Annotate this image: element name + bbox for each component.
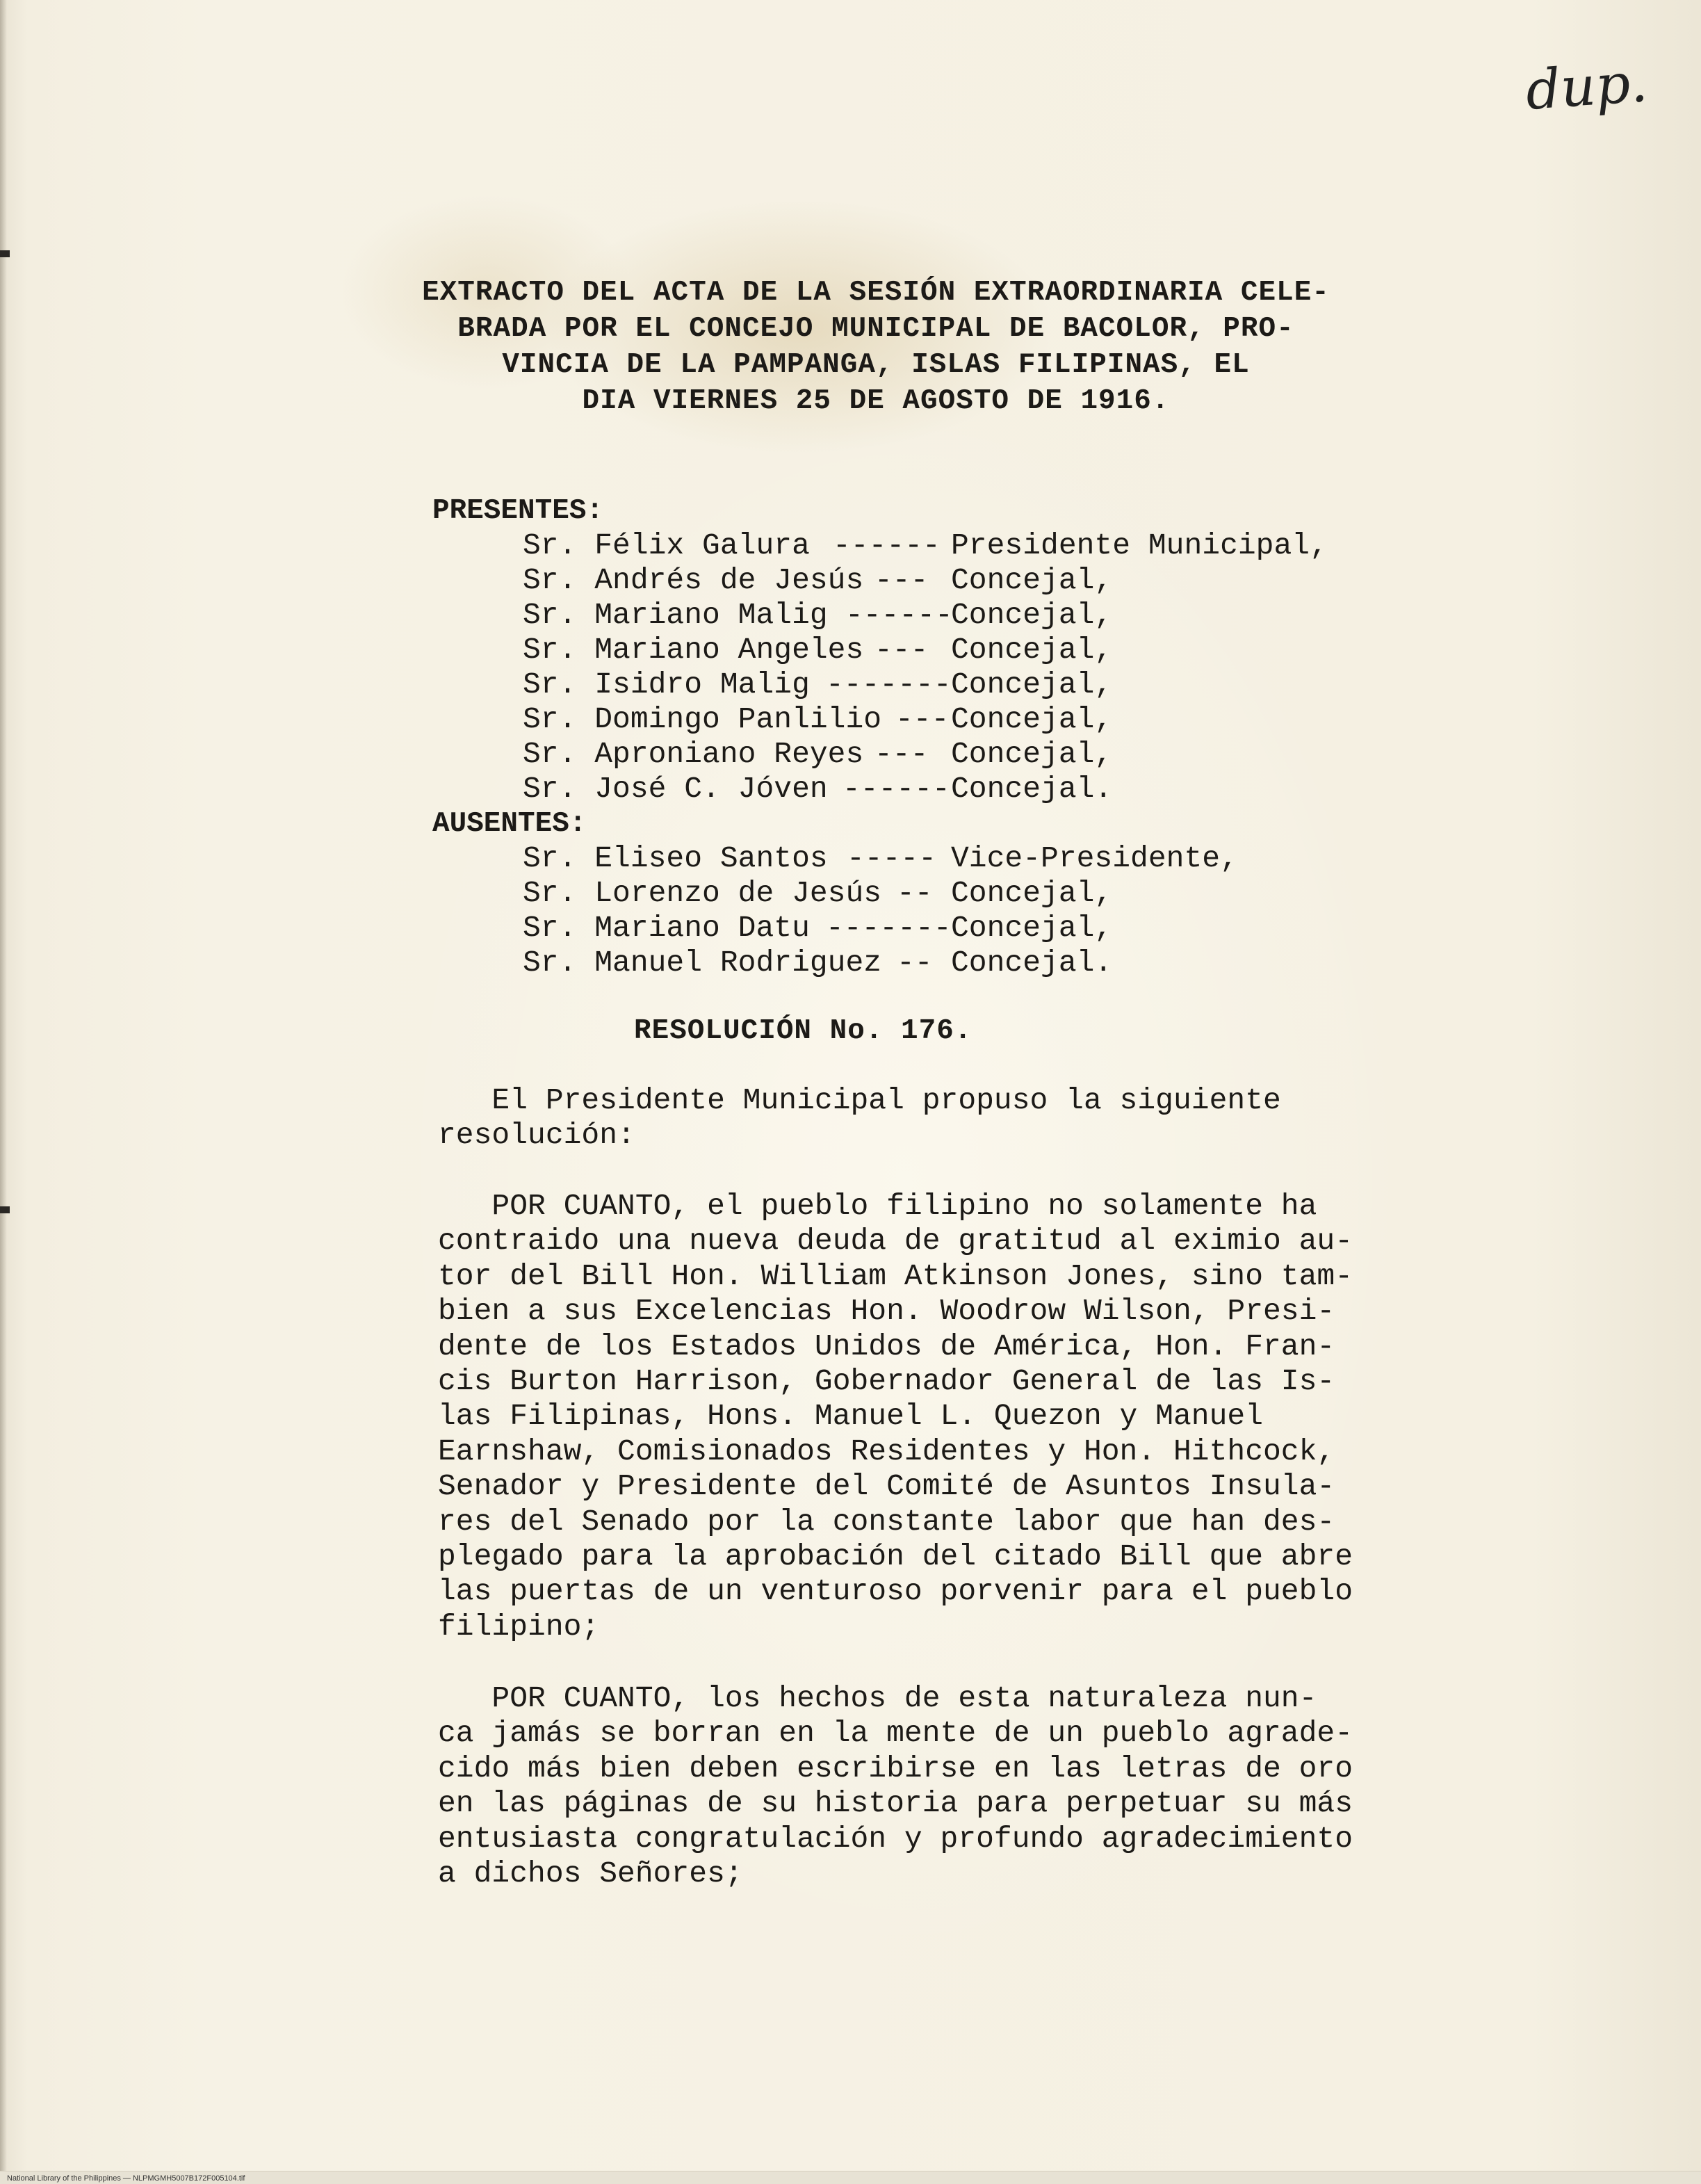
attendee-role: Concejal, xyxy=(951,737,1113,771)
scan-source-caption: National Library of the Philippines — NLPMGMH5007B172F005104.tif xyxy=(7,2174,245,2183)
leader-dashes: --- xyxy=(874,737,929,771)
attendee-name: Sr. Eliseo Santos xyxy=(523,841,828,875)
attendee-role: Presidente Municipal, xyxy=(951,528,1328,563)
document-title xyxy=(389,275,1362,419)
intro-paragraph xyxy=(438,1083,1281,1154)
text-line: plegado para la aprobación del citado Bill que abre xyxy=(438,1539,1353,1574)
title-line: VINCIA DE LA PAMPANGA, ISLAS FILIPINAS, EL xyxy=(502,349,1250,381)
text-line: Senador y Presidente del Comité de Asuntos Insula- xyxy=(438,1469,1335,1504)
presentes-heading: PRESENTES: xyxy=(432,495,604,527)
attendee-name: Sr. Aproniano Reyes xyxy=(523,737,864,771)
attendee-role: Concejal. xyxy=(951,772,1113,806)
text-line: resolución: xyxy=(438,1118,635,1153)
binding-mark xyxy=(0,250,10,257)
text-line: las Filipinas, Hons. Manuel L. Quezon y Manuel xyxy=(438,1399,1263,1434)
title-line: BRADA POR EL CONCEJO MUNICIPAL DE BACOLOR, PRO- xyxy=(457,313,1294,345)
text-line: entusiasta congratulación y profundo agradecimiento xyxy=(438,1821,1353,1856)
leader-dashes: ------ xyxy=(833,528,941,563)
attendee-role: Concejal, xyxy=(951,633,1113,667)
text-line: res del Senado por la constante labor que han des- xyxy=(438,1504,1335,1539)
title-line: DIA VIERNES 25 DE AGOSTO DE 1916. xyxy=(582,385,1170,417)
binding-mark xyxy=(0,1206,10,1213)
scan-footer xyxy=(0,2171,1701,2184)
attendee-role: Concejal. xyxy=(951,946,1113,980)
attendee-name: Sr. Mariano Angeles xyxy=(523,633,864,667)
leader-dashes: -- xyxy=(897,876,933,910)
attendee-name: Sr. Mariano Datu xyxy=(523,911,810,945)
attendee-name: Sr. José C. Jóven xyxy=(523,772,828,806)
ausentes-heading: AUSENTES: xyxy=(432,808,587,840)
leader-dashes: ------ xyxy=(843,772,950,806)
title-line: EXTRACTO DEL ACTA DE LA SESIÓN EXTRAORDINARIA CELE- xyxy=(422,277,1330,309)
attendee-name: Sr. Isidro Malig xyxy=(523,668,810,702)
attendee-name: Sr. Mariano Malig xyxy=(523,598,828,632)
text-line: POR CUANTO, el pueblo filipino no solamente ha xyxy=(438,1189,1317,1223)
attendee-role: Concejal, xyxy=(951,876,1113,910)
leader-dashes: --- xyxy=(895,702,950,736)
attendee-name: Sr. Lorenzo de Jesús xyxy=(523,876,882,910)
attendee-name: Sr. Domingo Panlilio xyxy=(523,702,882,736)
text-line: cido más bien deben escribirse en las letras de oro xyxy=(438,1751,1353,1786)
attendee-role: Concejal, xyxy=(951,668,1113,702)
attendee-role: Concejal, xyxy=(951,911,1113,945)
leader-dashes: -- xyxy=(897,946,933,980)
text-line: dente de los Estados Unidos de América, Hon. Fran- xyxy=(438,1329,1335,1364)
leader-dashes: ------ xyxy=(845,598,953,632)
text-line: a dichos Señores; xyxy=(438,1857,743,1891)
resolution-number: RESOLUCIÓN No. 176. xyxy=(634,1015,972,1047)
text-line: Earnshaw, Comisionados Residentes y Hon. Hithcock, xyxy=(438,1434,1335,1469)
handwritten-margin-note: dup. xyxy=(1524,51,1650,122)
leader-dashes: --- xyxy=(874,633,929,667)
whereas-paragraph-2 xyxy=(438,1681,1353,1891)
text-line: las puertas de un venturoso porvenir para el pueblo xyxy=(438,1574,1353,1609)
whereas-paragraph-1 xyxy=(438,1189,1353,1644)
text-line: tor del Bill Hon. William Atkinson Jones, sino tam- xyxy=(438,1259,1353,1293)
attendee-name: Sr. Félix Galura xyxy=(523,528,810,563)
attendee-name: Sr. Manuel Rodriguez xyxy=(523,946,882,980)
text-line: bien a sus Excelencias Hon. Woodrow Wilson, Presi- xyxy=(438,1294,1335,1329)
text-line: cis Burton Harrison, Gobernador General de las Is- xyxy=(438,1364,1335,1399)
attendee-name: Sr. Andrés de Jesús xyxy=(523,563,864,597)
text-line: ca jamás se borran en la mente de un pueblo agrade- xyxy=(438,1716,1353,1751)
text-line: filipino; xyxy=(438,1609,600,1644)
text-line: El Presidente Municipal propuso la siguiente xyxy=(438,1083,1281,1117)
text-line: contraido una nueva deuda de gratitud al eximio au- xyxy=(438,1224,1353,1259)
leader-dashes: ------- xyxy=(826,668,952,702)
leader-dashes: ------- xyxy=(826,911,952,945)
attendee-role: Vice-Presidente, xyxy=(951,841,1238,875)
leader-dashes: ----- xyxy=(847,841,937,875)
page-edge-shadow xyxy=(0,0,7,2184)
attendee-role: Concejal, xyxy=(951,702,1113,736)
leader-dashes: --- xyxy=(874,563,929,597)
attendee-role: Concejal, xyxy=(951,598,1113,632)
text-line: POR CUANTO, los hechos de esta naturaleza nun- xyxy=(438,1681,1317,1715)
text-line: en las páginas de su historia para perpetuar su más xyxy=(438,1786,1353,1821)
attendee-role: Concejal, xyxy=(951,563,1113,597)
